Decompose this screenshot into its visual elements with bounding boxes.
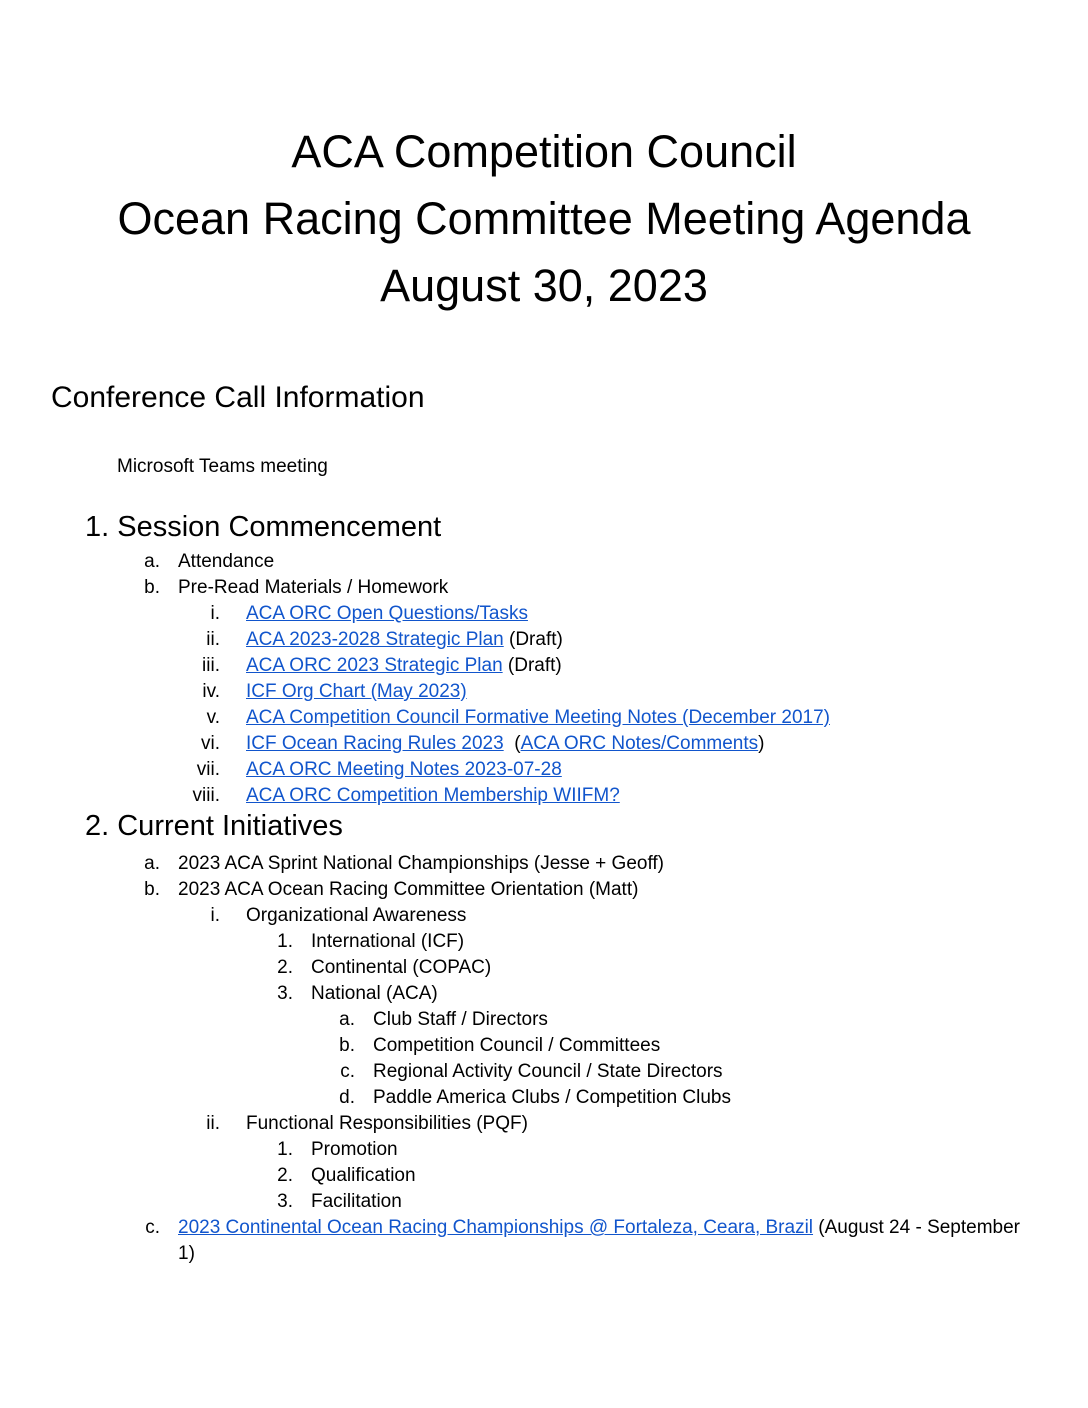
list-item-text <box>246 731 764 757</box>
list-marker: a. <box>339 1009 355 1030</box>
list-marker: a. <box>144 853 160 874</box>
list-marker: ii. <box>206 629 220 650</box>
agenda-item-qualification <box>0 1163 1037 1189</box>
link-aca-orc-2023-strategic-plan[interactable]: ACA ORC 2023 Strategic Plan <box>246 655 503 676</box>
list-item-text: 2023 ACA Sprint National Championships (Jesse + Geoff) <box>178 853 665 874</box>
link-aca-2023-2028-strategic-plan[interactable]: ACA 2023-2028 Strategic Plan <box>246 629 504 650</box>
list-item-text <box>246 653 562 679</box>
heading-session-commencement: 1. Session Commencement <box>85 511 442 543</box>
list-item-suffix: (Draft) <box>502 655 562 676</box>
link-aca-orc-notes-comments[interactable]: ACA ORC Notes/Comments <box>520 733 759 754</box>
page-title-line-3: August 30, 2023 <box>380 260 708 311</box>
list-marker: b. <box>339 1035 355 1056</box>
link-icf-org-chart[interactable]: ICF Org Chart (May 2023) <box>246 681 467 702</box>
list-item-text <box>246 757 562 783</box>
list-marker: 3. <box>277 983 293 1004</box>
list-item-text: Functional Responsibilities (PQF) <box>246 1113 528 1134</box>
list-item-suffix: ) <box>758 733 765 754</box>
agenda-item-continental-ocean-racing-championships <box>0 1215 1037 1267</box>
agenda-item-international-icf <box>0 929 1037 955</box>
list-marker: iv. <box>202 681 220 702</box>
list-marker: v. <box>206 707 220 728</box>
agenda-item-icf-ocean-racing-rules <box>0 731 1037 757</box>
agenda-item-sprint-national-championships <box>0 851 1037 877</box>
page-title-line-1: ACA Competition Council <box>291 126 797 177</box>
document-title <box>0 118 1088 319</box>
list-item-text <box>246 601 528 627</box>
list-marker: i. <box>210 905 220 926</box>
list-item-text <box>246 705 830 731</box>
list-marker: ii. <box>206 1113 220 1134</box>
list-item-text: Pre-Read Materials / Homework <box>178 577 449 598</box>
page-title-line-2: Ocean Racing Committee Meeting Agenda <box>117 193 971 244</box>
link-icf-ocean-racing-rules-2023[interactable]: ICF Ocean Racing Rules 2023 <box>246 733 504 754</box>
agenda-item-promotion <box>0 1137 1037 1163</box>
agenda-item-regional-activity-council <box>0 1059 1037 1085</box>
agenda-item-organizational-awareness <box>0 903 1037 929</box>
agenda-item-preread-materials <box>0 575 1037 601</box>
agenda-item-open-questions <box>0 601 1037 627</box>
agenda-item-paddle-america-clubs <box>0 1085 1037 1111</box>
teams-meeting-text: Microsoft Teams meeting <box>117 456 328 477</box>
agenda-item-orc-orientation <box>0 877 1037 903</box>
agenda-item-facilitation <box>0 1189 1037 1215</box>
agenda-item-functional-responsibilities <box>0 1111 1037 1137</box>
heading-current-initiatives: 2. Current Initiatives <box>85 810 343 842</box>
list-item-text: 2023 ACA Ocean Racing Committee Orientation (Matt) <box>178 879 639 900</box>
agenda-item-orc-2023-strategic-plan <box>0 653 1037 679</box>
list-marker: vi. <box>201 733 220 754</box>
list-marker: b. <box>144 879 160 900</box>
current-initiatives-list <box>0 851 1088 1267</box>
agenda-item-club-staff-directors <box>0 1007 1037 1033</box>
agenda-item-competition-membership-wiifm <box>0 783 1037 809</box>
list-item-text <box>246 783 620 809</box>
agenda-item-attendance <box>0 549 1037 575</box>
list-marker: 1. <box>277 1139 293 1160</box>
list-marker: 2. <box>277 1165 293 1186</box>
list-marker: vii. <box>196 759 220 780</box>
list-marker: d. <box>339 1087 355 1108</box>
list-item-text: National (ACA) <box>311 983 438 1004</box>
list-marker: b. <box>144 577 160 598</box>
list-marker: a. <box>144 551 160 572</box>
list-marker: 1. <box>277 931 293 952</box>
list-marker: 2. <box>277 957 293 978</box>
list-item-text: Competition Council / Committees <box>373 1035 661 1056</box>
list-marker: iii. <box>202 655 220 676</box>
list-marker: i. <box>210 603 220 624</box>
link-aca-orc-open-questions-tasks[interactable]: ACA ORC Open Questions/Tasks <box>246 603 528 624</box>
list-item-text <box>246 679 467 705</box>
agenda-item-orc-meeting-notes <box>0 757 1037 783</box>
list-item-text: Promotion <box>311 1139 398 1160</box>
link-aca-orc-competition-membership-wiifm[interactable]: ACA ORC Competition Membership WIIFM? <box>246 785 620 806</box>
list-item-text <box>178 1215 1037 1267</box>
list-item-suffix: (August 24 - September 1) <box>178 1217 1026 1264</box>
list-item-text <box>246 627 563 653</box>
agenda-item-competition-council-committees <box>0 1033 1037 1059</box>
agenda-item-national-aca <box>0 981 1037 1007</box>
list-item-text: Organizational Awareness <box>246 905 467 926</box>
link-formative-meeting-notes[interactable]: ACA Competition Council Formative Meeting Notes (December 2017) <box>246 707 830 728</box>
link-aca-orc-meeting-notes[interactable]: ACA ORC Meeting Notes 2023-07-28 <box>246 759 562 780</box>
agenda-item-icf-org-chart <box>0 679 1037 705</box>
list-item-text: Qualification <box>311 1165 416 1186</box>
list-item-text: Continental (COPAC) <box>311 957 492 978</box>
list-marker: 3. <box>277 1191 293 1212</box>
list-item-suffix: (Draft) <box>503 629 563 650</box>
heading-conference-call-information: Conference Call Information <box>51 381 425 414</box>
list-item-mid: ( <box>503 733 521 754</box>
agenda-item-continental-copac <box>0 955 1037 981</box>
list-marker: viii. <box>192 785 220 806</box>
list-item-text: Club Staff / Directors <box>373 1009 548 1030</box>
list-item-text: International (ICF) <box>311 931 465 952</box>
link-2023-continental-ocean-racing-championships[interactable]: 2023 Continental Ocean Racing Championships @ Fortaleza, Ceara, Brazil <box>178 1217 814 1238</box>
list-item-text: Regional Activity Council / State Directors <box>373 1061 723 1082</box>
agenda-item-formative-meeting-notes <box>0 705 1037 731</box>
list-marker: c. <box>340 1061 355 1082</box>
list-item-text: Paddle America Clubs / Competition Clubs <box>373 1087 732 1108</box>
agenda-item-2023-2028-strategic-plan <box>0 627 1037 653</box>
session-commencement-list <box>0 549 1088 809</box>
list-item-text: Facilitation <box>311 1191 402 1212</box>
list-marker: c. <box>145 1217 160 1238</box>
list-item-text: Attendance <box>178 551 275 572</box>
